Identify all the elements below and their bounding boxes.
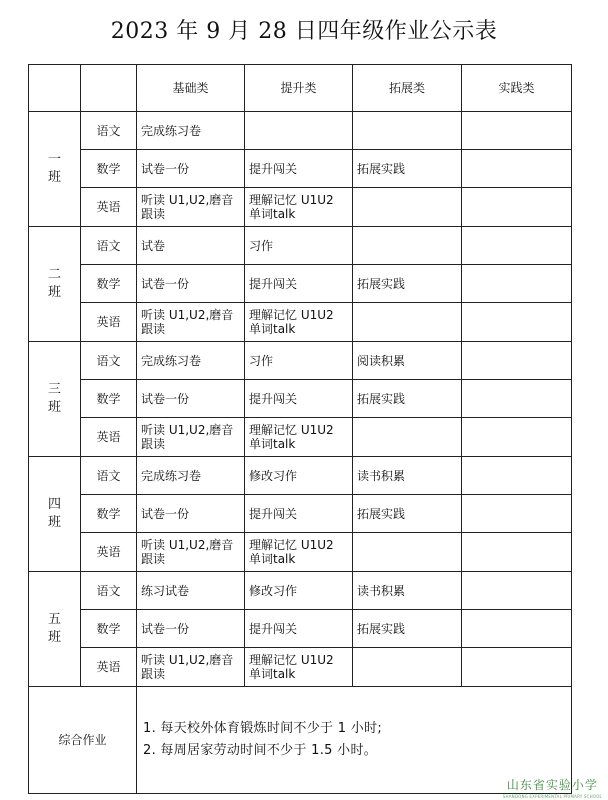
extend-cell: [353, 112, 462, 150]
header-cell-class: [29, 65, 81, 112]
page-title: 2023 年 9 月 28 日四年级作业公示表: [110, 19, 498, 44]
practice-cell: [462, 150, 572, 188]
improve-cell: 理解记忆 U1U2 单词talk: [245, 188, 353, 227]
subject-cell: 英语: [81, 533, 137, 572]
table-row: [29, 533, 572, 572]
general-homework-label: 综合作业: [29, 687, 137, 794]
subject-cell: 数学: [81, 380, 137, 418]
table-row: [29, 112, 572, 150]
subject-cell: 语文: [81, 572, 137, 610]
header-cell-improve: 提升类: [245, 65, 353, 112]
basic-cell: 试卷一份: [137, 150, 245, 188]
header-cell-extend: 拓展类: [353, 65, 462, 112]
extend-cell: [353, 418, 462, 457]
basic-cell: 听读 U1,U2,磨音跟读: [137, 303, 245, 342]
table-row: [29, 418, 572, 457]
practice-cell: [462, 495, 572, 533]
extend-cell: [353, 303, 462, 342]
extend-cell: [353, 533, 462, 572]
subject-cell: 英语: [81, 648, 137, 687]
header-cell-basic: 基础类: [137, 65, 245, 112]
basic-cell: 听读 U1,U2,磨音跟读: [137, 418, 245, 457]
practice-cell: [462, 418, 572, 457]
subject-cell: 语文: [81, 457, 137, 495]
practice-cell: [462, 265, 572, 303]
header-cell-subject: [81, 65, 137, 112]
school-logo: [503, 776, 602, 799]
subject-cell: 数学: [81, 495, 137, 533]
improve-cell: 修改习作: [245, 457, 353, 495]
subject-cell: 英语: [81, 303, 137, 342]
basic-cell: 听读 U1,U2,磨音跟读: [137, 648, 245, 687]
basic-cell: 试卷一份: [137, 495, 245, 533]
table-row: [29, 303, 572, 342]
extend-cell: [353, 188, 462, 227]
basic-cell: 试卷一份: [137, 265, 245, 303]
table-row: [29, 150, 572, 188]
extend-cell: 拓展实践: [353, 610, 462, 648]
practice-cell: [462, 112, 572, 150]
practice-cell: [462, 457, 572, 495]
header-cell-practice: 实践类: [462, 65, 572, 112]
extend-cell: 阅读积累: [353, 342, 462, 380]
basic-cell: 完成练习卷: [137, 112, 245, 150]
table-row: [29, 342, 572, 380]
extend-cell: 拓展实践: [353, 380, 462, 418]
extend-cell: [353, 648, 462, 687]
practice-cell: [462, 303, 572, 342]
table-body: [29, 112, 572, 687]
class-name-cell: 二 班: [29, 227, 81, 342]
subject-cell: 英语: [81, 188, 137, 227]
basic-cell: 试卷: [137, 227, 245, 265]
improve-cell: 习作: [245, 227, 353, 265]
extend-cell: 读书积累: [353, 572, 462, 610]
extend-cell: 拓展实践: [353, 150, 462, 188]
practice-cell: [462, 648, 572, 687]
basic-cell: 试卷一份: [137, 610, 245, 648]
school-logo-english: SHANDONG EXPERIMENTAL PRIMARY SCHOOL: [502, 794, 602, 799]
practice-cell: [462, 533, 572, 572]
practice-cell: [462, 188, 572, 227]
basic-cell: 完成练习卷: [137, 342, 245, 380]
improve-cell: 理解记忆 U1U2 单词talk: [245, 648, 353, 687]
subject-cell: 语文: [81, 227, 137, 265]
table-row: [29, 227, 572, 265]
improve-cell: 理解记忆 U1U2 单词talk: [245, 303, 353, 342]
practice-cell: [462, 572, 572, 610]
table-row: [29, 380, 572, 418]
class-name-cell: 一 班: [29, 112, 81, 227]
improve-cell: 提升闯关: [245, 495, 353, 533]
school-logo-name: 山东省实验小学: [506, 778, 598, 792]
basic-cell: 完成练习卷: [137, 457, 245, 495]
improve-cell: 理解记忆 U1U2 单词talk: [245, 533, 353, 572]
class-name-cell: 四 班: [29, 457, 81, 572]
general-homework-row: [29, 687, 572, 794]
subject-cell: 数学: [81, 265, 137, 303]
improve-cell: 提升闯关: [245, 265, 353, 303]
basic-cell: 听读 U1,U2,磨音跟读: [137, 533, 245, 572]
extend-cell: 拓展实践: [353, 265, 462, 303]
table-row: [29, 457, 572, 495]
class-name-cell: 三 班: [29, 342, 81, 457]
improve-cell: 提升闯关: [245, 150, 353, 188]
subject-cell: 数学: [81, 150, 137, 188]
subject-cell: 数学: [81, 610, 137, 648]
subject-cell: 语文: [81, 112, 137, 150]
practice-cell: [462, 227, 572, 265]
homework-table: [28, 64, 572, 794]
header-row: [29, 65, 572, 112]
general-homework-line-2: 2. 每周居家劳动时间不少于 1.5 小时。: [143, 743, 378, 758]
basic-cell: 听读 U1,U2,磨音跟读: [137, 188, 245, 227]
basic-cell: 试卷一份: [137, 380, 245, 418]
basic-cell: 练习试卷: [137, 572, 245, 610]
table-row: [29, 610, 572, 648]
extend-cell: 读书积累: [353, 457, 462, 495]
improve-cell: 提升闯关: [245, 610, 353, 648]
table-row: [29, 648, 572, 687]
table-row: [29, 495, 572, 533]
practice-cell: [462, 380, 572, 418]
table-row: [29, 265, 572, 303]
practice-cell: [462, 610, 572, 648]
table-row: [29, 188, 572, 227]
subject-cell: 语文: [81, 342, 137, 380]
table-row: [29, 572, 572, 610]
improve-cell: 修改习作: [245, 572, 353, 610]
improve-cell: 提升闯关: [245, 380, 353, 418]
extend-cell: [353, 227, 462, 265]
class-name-cell: 五 班: [29, 572, 81, 687]
improve-cell: 理解记忆 U1U2 单词talk: [245, 418, 353, 457]
extend-cell: 拓展实践: [353, 495, 462, 533]
improve-cell: [245, 112, 353, 150]
subject-cell: 英语: [81, 418, 137, 457]
practice-cell: [462, 342, 572, 380]
general-homework-line-1: 1. 每天校外体育锻炼时间不少于 1 小时;: [143, 721, 383, 736]
improve-cell: 习作: [245, 342, 353, 380]
